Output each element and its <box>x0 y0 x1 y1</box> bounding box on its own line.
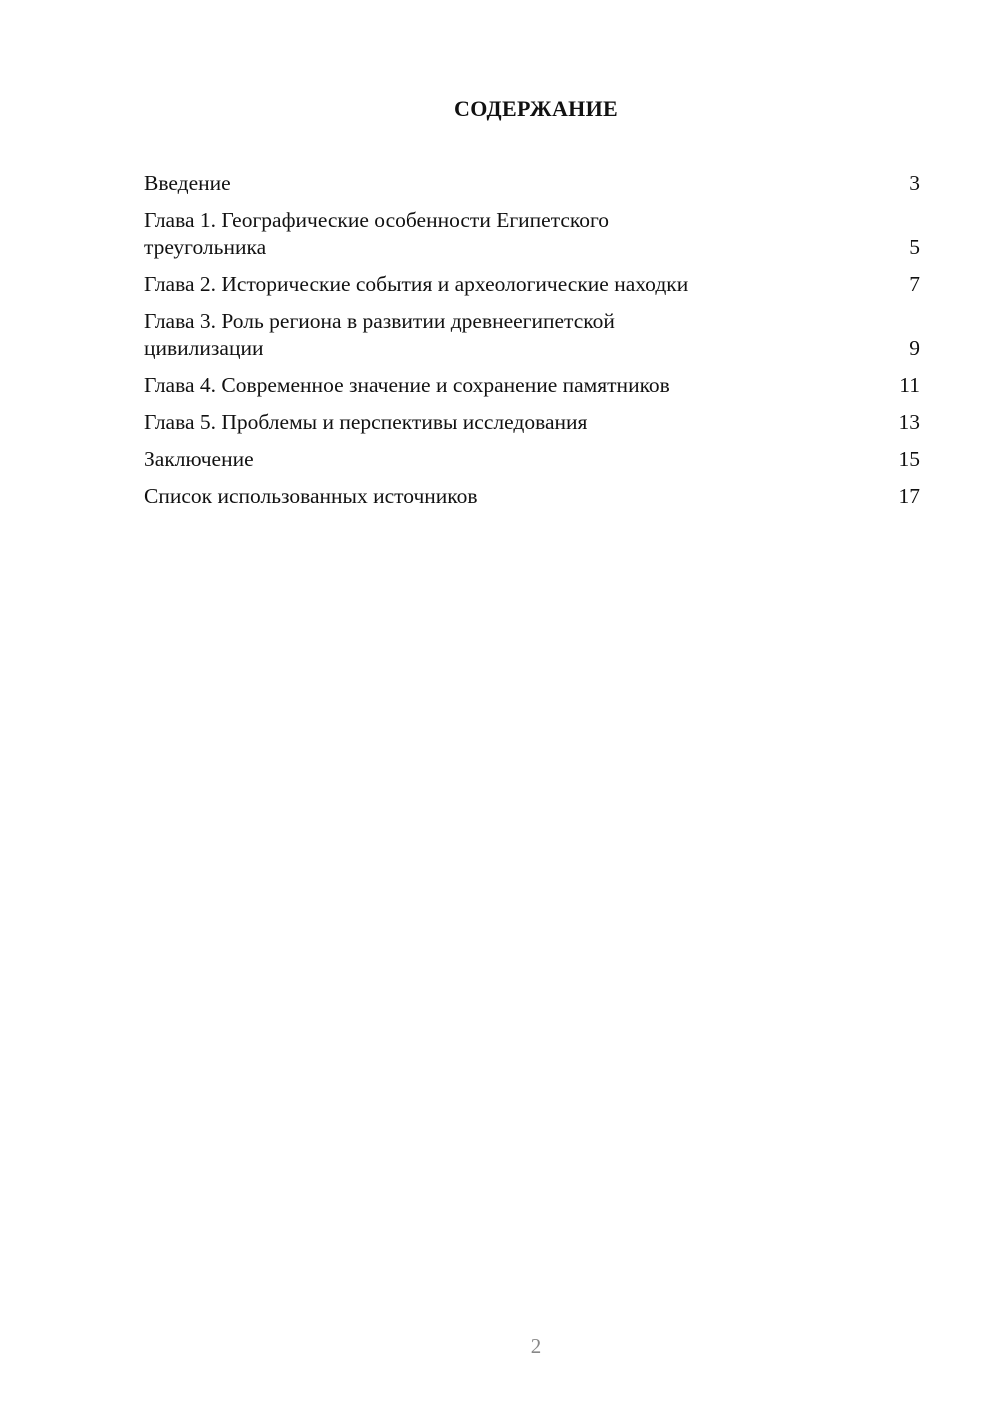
toc-entry-label: Глава 1. Географические особенности Египетского треугольника <box>144 208 610 259</box>
page-number: 2 <box>530 1334 542 1358</box>
toc-entry-chapter-2[interactable] <box>144 271 920 298</box>
toc-entry-page: 17 <box>898 484 920 508</box>
toc-entry-chapter-4[interactable] <box>144 372 920 399</box>
toc-entry-introduction[interactable] <box>144 170 920 197</box>
toc-entry-label: Список использованных источников <box>144 484 478 508</box>
toc-entry-chapter-1[interactable] <box>144 207 920 261</box>
toc-entry-label: Глава 4. Современное значение и сохранение памятников <box>144 373 670 397</box>
toc-entry-page: 15 <box>898 447 920 471</box>
toc-entry-page: 5 <box>909 235 920 259</box>
toc-entry-label: Заключение <box>144 447 254 471</box>
toc-entry-label: Введение <box>144 171 231 195</box>
toc-entry-label: Глава 5. Проблемы и перспективы исследования <box>144 410 588 434</box>
toc-entry-page: 3 <box>909 171 920 195</box>
toc-entry-references[interactable] <box>144 483 920 510</box>
toc-entry-page: 11 <box>899 373 920 397</box>
page-title: СОДЕРЖАНИЕ <box>454 96 618 121</box>
toc-entry-page: 7 <box>909 272 920 296</box>
toc-entry-page: 13 <box>898 410 920 434</box>
toc-entry-chapter-3[interactable] <box>144 308 920 362</box>
toc-entry-chapter-5[interactable] <box>144 409 920 436</box>
toc-entry-page: 9 <box>909 336 920 360</box>
toc-entry-label: Глава 2. Исторические события и археологические находки <box>144 272 689 296</box>
table-of-contents <box>144 170 920 520</box>
toc-entry-label: Глава 3. Роль региона в развитии древнеегипетской цивилизации <box>144 309 615 360</box>
toc-entry-conclusion[interactable] <box>144 446 920 473</box>
